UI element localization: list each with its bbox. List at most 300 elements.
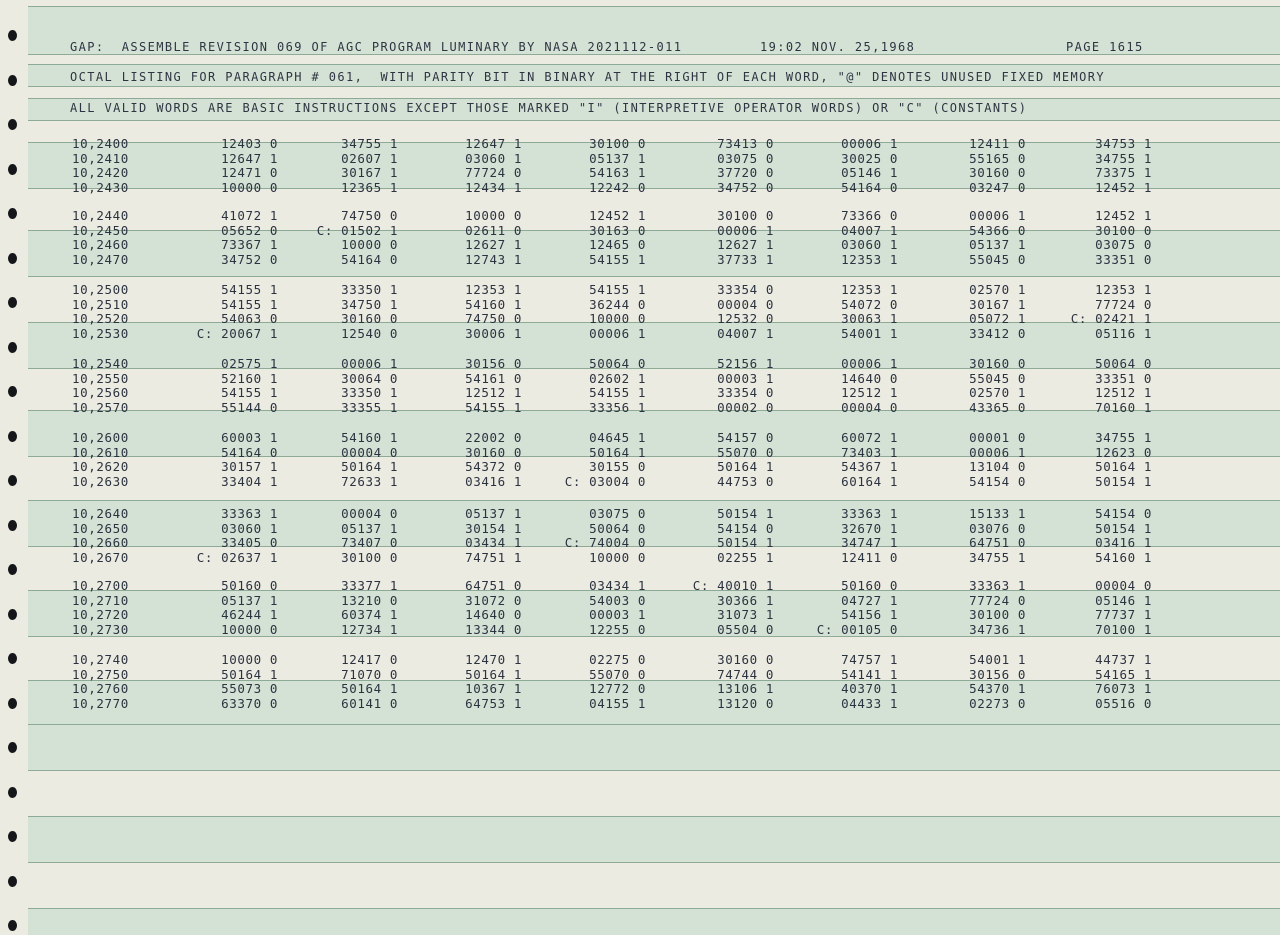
feed-hole bbox=[8, 119, 17, 130]
octal-word: 37733 1 bbox=[717, 252, 774, 268]
listing-row bbox=[0, 506, 1280, 520]
octal-word: 14640 0 bbox=[465, 607, 522, 623]
paper-rule bbox=[28, 724, 1280, 725]
row-address: 10,2510 bbox=[72, 296, 129, 312]
octal-word: 04727 1 bbox=[841, 592, 898, 608]
octal-word: 40370 1 bbox=[841, 681, 898, 697]
octal-word: 30100 0 bbox=[1095, 222, 1152, 238]
octal-word: 54161 0 bbox=[465, 370, 522, 386]
octal-word: 00004 0 bbox=[841, 400, 898, 416]
octal-word: 30160 0 bbox=[717, 652, 774, 667]
octal-word: 12434 1 bbox=[465, 180, 522, 196]
octal-word: 77724 0 bbox=[969, 592, 1026, 608]
row-address: 10,2740 bbox=[72, 652, 129, 667]
octal-word: 77724 0 bbox=[1095, 296, 1152, 312]
row-address: 10,2530 bbox=[72, 326, 129, 342]
octal-word: 54370 1 bbox=[969, 681, 1026, 697]
row-address: 10,2640 bbox=[72, 506, 129, 521]
octal-word: 03075 0 bbox=[1095, 237, 1152, 253]
listing-row bbox=[0, 696, 1280, 710]
listing-row bbox=[0, 326, 1280, 340]
octal-word: 05652 0 bbox=[221, 222, 278, 238]
octal-word: 54164 0 bbox=[341, 252, 398, 268]
listing-row bbox=[0, 223, 1280, 237]
octal-word: 50164 1 bbox=[1095, 459, 1152, 475]
octal-word: 55073 0 bbox=[221, 681, 278, 697]
feed-hole bbox=[8, 742, 17, 753]
octal-word: 10000 0 bbox=[221, 180, 278, 196]
header-line-1: GAP: ASSEMBLE REVISION 069 OF AGC PROGRAM LUMINARY BY NASA 2021112-011 bbox=[70, 40, 683, 54]
octal-word: 33350 1 bbox=[341, 385, 398, 401]
octal-word: 12512 1 bbox=[465, 385, 522, 401]
octal-word: C: 40010 1 bbox=[692, 578, 774, 593]
octal-word: 13210 0 bbox=[341, 592, 398, 608]
octal-word: 54155 1 bbox=[221, 296, 278, 312]
octal-word: 33404 1 bbox=[221, 474, 278, 490]
octal-word: 30100 0 bbox=[969, 607, 1026, 623]
octal-word: 12532 0 bbox=[717, 311, 774, 327]
listing-row bbox=[0, 237, 1280, 251]
octal-word: 30366 1 bbox=[717, 592, 774, 608]
octal-word: 12471 0 bbox=[221, 165, 278, 181]
octal-word: 12417 0 bbox=[341, 652, 398, 667]
listing-row bbox=[0, 371, 1280, 385]
octal-word: C: 02421 1 bbox=[1070, 311, 1152, 327]
octal-word: 00003 1 bbox=[589, 607, 646, 623]
listing-row bbox=[0, 136, 1280, 150]
octal-word: 30156 0 bbox=[465, 356, 522, 371]
row-address: 10,2730 bbox=[72, 622, 129, 638]
octal-word: 12411 0 bbox=[969, 136, 1026, 151]
feed-hole bbox=[8, 342, 17, 353]
octal-word: 33363 1 bbox=[221, 506, 278, 521]
octal-word: 12734 1 bbox=[341, 622, 398, 638]
octal-word: 13106 1 bbox=[717, 681, 774, 697]
octal-word: 54155 1 bbox=[221, 282, 278, 297]
octal-word: 12353 1 bbox=[1095, 282, 1152, 297]
octal-word: 12772 0 bbox=[589, 681, 646, 697]
octal-word: 50154 1 bbox=[1095, 520, 1152, 536]
octal-word: 04645 1 bbox=[589, 430, 646, 445]
row-address: 10,2540 bbox=[72, 356, 129, 371]
octal-word: 33351 0 bbox=[1095, 370, 1152, 386]
octal-word: 54001 1 bbox=[841, 326, 898, 342]
octal-word: 03247 0 bbox=[969, 180, 1026, 196]
octal-word: 30160 0 bbox=[341, 311, 398, 327]
row-address: 10,2550 bbox=[72, 370, 129, 386]
octal-word: 00006 1 bbox=[841, 136, 898, 151]
octal-word: 73407 0 bbox=[341, 535, 398, 551]
header-timestamp: 19:02 NOV. 25,1968 bbox=[760, 40, 916, 54]
feed-hole bbox=[8, 75, 17, 86]
octal-word: 33363 1 bbox=[969, 578, 1026, 593]
octal-word: 34750 1 bbox=[341, 296, 398, 312]
octal-word: 71070 0 bbox=[341, 666, 398, 682]
octal-word: 60072 1 bbox=[841, 430, 898, 445]
octal-word: 12465 0 bbox=[589, 237, 646, 253]
paper-band bbox=[28, 862, 1280, 908]
paper-rule bbox=[28, 98, 1280, 99]
octal-word: 12452 1 bbox=[589, 208, 646, 223]
octal-word: 70100 1 bbox=[1095, 622, 1152, 638]
row-address: 10,2620 bbox=[72, 459, 129, 475]
row-address: 10,2660 bbox=[72, 535, 129, 551]
octal-word: 54155 1 bbox=[589, 282, 646, 297]
paper-rule bbox=[28, 64, 1280, 65]
octal-word: 03416 1 bbox=[465, 474, 522, 490]
octal-word: 74751 1 bbox=[465, 550, 522, 566]
octal-word: 34736 1 bbox=[969, 622, 1026, 638]
octal-word: 54367 1 bbox=[841, 459, 898, 475]
octal-word: 50164 1 bbox=[341, 681, 398, 697]
octal-word: 74750 0 bbox=[465, 311, 522, 327]
paper-rule bbox=[28, 86, 1280, 87]
listing-row bbox=[0, 652, 1280, 666]
octal-word: 00006 1 bbox=[589, 326, 646, 342]
paper-rule bbox=[28, 816, 1280, 817]
row-address: 10,2400 bbox=[72, 136, 129, 151]
listing-row bbox=[0, 385, 1280, 399]
octal-word: 54001 1 bbox=[969, 652, 1026, 667]
octal-word: 37720 0 bbox=[717, 165, 774, 181]
octal-word: 02602 1 bbox=[589, 370, 646, 386]
listing-row bbox=[0, 445, 1280, 459]
octal-word: 54003 0 bbox=[589, 592, 646, 608]
row-address: 10,2720 bbox=[72, 607, 129, 623]
octal-word: 73375 1 bbox=[1095, 165, 1152, 181]
paper-band bbox=[28, 770, 1280, 816]
octal-word: 70160 1 bbox=[1095, 400, 1152, 416]
octal-word: 03075 0 bbox=[717, 150, 774, 166]
octal-word: 33363 1 bbox=[841, 506, 898, 521]
octal-word: 00004 0 bbox=[717, 296, 774, 312]
octal-word: 03060 1 bbox=[221, 520, 278, 536]
octal-word: 77724 0 bbox=[465, 165, 522, 181]
listing-row bbox=[0, 400, 1280, 414]
octal-word: 05146 1 bbox=[841, 165, 898, 181]
row-address: 10,2570 bbox=[72, 400, 129, 416]
octal-word: 54155 1 bbox=[589, 252, 646, 268]
octal-word: 55070 0 bbox=[717, 444, 774, 460]
header-line-3: ALL VALID WORDS ARE BASIC INSTRUCTIONS EXCEPT THOSE MARKED "I" (INTERPRETIVE OPERATOR WORDS) OR "C" (CONSTANTS) bbox=[70, 101, 1028, 115]
row-address: 10,2600 bbox=[72, 430, 129, 445]
octal-word: 41072 1 bbox=[221, 208, 278, 223]
octal-word: 52156 1 bbox=[717, 356, 774, 371]
octal-word: 74744 0 bbox=[717, 666, 774, 682]
row-address: 10,2670 bbox=[72, 550, 129, 566]
octal-word: 73403 1 bbox=[841, 444, 898, 460]
octal-word: 52160 1 bbox=[221, 370, 278, 386]
octal-word: 00006 1 bbox=[341, 356, 398, 371]
paper-rule bbox=[28, 862, 1280, 863]
octal-word: 55144 0 bbox=[221, 400, 278, 416]
octal-word: 04007 1 bbox=[841, 222, 898, 238]
listing-row bbox=[0, 622, 1280, 636]
row-address: 10,2760 bbox=[72, 681, 129, 697]
row-address: 10,2700 bbox=[72, 578, 129, 593]
paper-band bbox=[28, 86, 1280, 98]
octal-word: 30157 1 bbox=[221, 459, 278, 475]
feed-hole bbox=[8, 30, 17, 41]
paper-rule bbox=[28, 54, 1280, 55]
octal-word: 03075 0 bbox=[589, 506, 646, 521]
row-address: 10,2710 bbox=[72, 592, 129, 608]
octal-word: 72633 1 bbox=[341, 474, 398, 490]
octal-word: 54160 1 bbox=[1095, 550, 1152, 566]
octal-word: 73367 1 bbox=[221, 237, 278, 253]
octal-word: 30006 1 bbox=[465, 326, 522, 342]
octal-word: 10000 0 bbox=[221, 652, 278, 667]
octal-word: 05516 0 bbox=[1095, 696, 1152, 712]
octal-word: 10000 0 bbox=[341, 237, 398, 253]
octal-word: 54372 0 bbox=[465, 459, 522, 475]
listing-row bbox=[0, 550, 1280, 564]
octal-word: 05072 1 bbox=[969, 311, 1026, 327]
octal-word: 54156 1 bbox=[841, 607, 898, 623]
octal-word: 12743 1 bbox=[465, 252, 522, 268]
row-address: 10,2440 bbox=[72, 208, 129, 223]
listing-row bbox=[0, 297, 1280, 311]
octal-word: 50154 1 bbox=[1095, 474, 1152, 490]
octal-word: 33405 0 bbox=[221, 535, 278, 551]
row-address: 10,2460 bbox=[72, 237, 129, 253]
octal-word: 04433 1 bbox=[841, 696, 898, 712]
octal-word: 54155 1 bbox=[589, 385, 646, 401]
octal-word: C: 03004 0 bbox=[564, 474, 646, 490]
octal-word: 54063 0 bbox=[221, 311, 278, 327]
octal-word: 12647 1 bbox=[221, 150, 278, 166]
octal-word: 60374 1 bbox=[341, 607, 398, 623]
octal-word: 33354 0 bbox=[717, 282, 774, 297]
octal-word: 13104 0 bbox=[969, 459, 1026, 475]
octal-word: 33356 1 bbox=[589, 400, 646, 416]
octal-word: 50164 1 bbox=[589, 444, 646, 460]
feed-hole bbox=[8, 920, 17, 931]
octal-word: 60141 0 bbox=[341, 696, 398, 712]
listing-row bbox=[0, 151, 1280, 165]
feed-hole bbox=[8, 564, 17, 575]
row-address: 10,2500 bbox=[72, 282, 129, 297]
octal-word: 12353 1 bbox=[465, 282, 522, 297]
octal-word: 54163 1 bbox=[589, 165, 646, 181]
octal-word: 46244 1 bbox=[221, 607, 278, 623]
octal-word: 50164 1 bbox=[221, 666, 278, 682]
octal-word: 55045 0 bbox=[969, 252, 1026, 268]
octal-word: 12452 1 bbox=[1095, 180, 1152, 196]
listing-row bbox=[0, 681, 1280, 695]
listing-row bbox=[0, 252, 1280, 266]
octal-word: 30100 0 bbox=[589, 136, 646, 151]
listing-row bbox=[0, 180, 1280, 194]
octal-word: 60164 1 bbox=[841, 474, 898, 490]
octal-word: 30156 0 bbox=[969, 666, 1026, 682]
feed-hole bbox=[8, 876, 17, 887]
octal-word: 54164 0 bbox=[221, 444, 278, 460]
octal-word: 34747 1 bbox=[841, 535, 898, 551]
octal-word: C: 20067 1 bbox=[196, 326, 278, 342]
octal-word: 31072 0 bbox=[465, 592, 522, 608]
paper-band bbox=[28, 724, 1280, 770]
octal-word: 34755 1 bbox=[1095, 430, 1152, 445]
octal-word: 54141 1 bbox=[841, 666, 898, 682]
listing-row bbox=[0, 459, 1280, 473]
octal-word: 00004 0 bbox=[341, 506, 398, 521]
octal-word: 34755 1 bbox=[969, 550, 1026, 566]
octal-word: 05137 1 bbox=[341, 520, 398, 536]
octal-word: 36244 0 bbox=[589, 296, 646, 312]
octal-word: 12540 0 bbox=[341, 326, 398, 342]
row-address: 10,2650 bbox=[72, 520, 129, 536]
octal-word: 44737 1 bbox=[1095, 652, 1152, 667]
octal-word: C: 01502 1 bbox=[316, 222, 398, 238]
octal-word: 34753 1 bbox=[1095, 136, 1152, 151]
octal-word: 04007 1 bbox=[717, 326, 774, 342]
octal-word: 30167 1 bbox=[969, 296, 1026, 312]
octal-word: 00002 0 bbox=[717, 400, 774, 416]
octal-word: 54164 0 bbox=[841, 180, 898, 196]
octal-word: 12411 0 bbox=[841, 550, 898, 566]
octal-word: 05504 0 bbox=[717, 622, 774, 638]
octal-word: 34752 0 bbox=[717, 180, 774, 196]
octal-word: 30155 0 bbox=[589, 459, 646, 475]
row-address: 10,2560 bbox=[72, 385, 129, 401]
octal-word: 02607 1 bbox=[341, 150, 398, 166]
octal-word: 33412 0 bbox=[969, 326, 1026, 342]
octal-word: 00003 1 bbox=[717, 370, 774, 386]
octal-word: 00006 1 bbox=[717, 222, 774, 238]
octal-word: 34755 1 bbox=[341, 136, 398, 151]
row-address: 10,2610 bbox=[72, 444, 129, 460]
octal-word: 76073 1 bbox=[1095, 681, 1152, 697]
octal-word: 10367 1 bbox=[465, 681, 522, 697]
octal-word: 54154 0 bbox=[717, 520, 774, 536]
octal-word: 12627 1 bbox=[465, 237, 522, 253]
octal-word: C: 02637 1 bbox=[196, 550, 278, 566]
octal-word: 15133 1 bbox=[969, 506, 1026, 521]
octal-word: 02570 1 bbox=[969, 282, 1026, 297]
feed-hole bbox=[8, 787, 17, 798]
octal-word: 00006 1 bbox=[969, 208, 1026, 223]
listing-row bbox=[0, 208, 1280, 222]
octal-word: 33377 1 bbox=[341, 578, 398, 593]
octal-word: 43365 0 bbox=[969, 400, 1026, 416]
octal-word: 55045 0 bbox=[969, 370, 1026, 386]
octal-word: 54366 0 bbox=[969, 222, 1026, 238]
octal-word: 54157 0 bbox=[717, 430, 774, 445]
octal-word: 50064 0 bbox=[589, 356, 646, 371]
octal-word: 64753 1 bbox=[465, 696, 522, 712]
octal-word: 54154 0 bbox=[969, 474, 1026, 490]
octal-word: 05146 1 bbox=[1095, 592, 1152, 608]
listing-row bbox=[0, 521, 1280, 535]
octal-word: 00004 0 bbox=[1095, 578, 1152, 593]
octal-word: 64751 0 bbox=[465, 578, 522, 593]
octal-word: 50160 0 bbox=[221, 578, 278, 593]
paper-rule bbox=[28, 908, 1280, 909]
octal-word: 00006 1 bbox=[969, 444, 1026, 460]
listing-row bbox=[0, 535, 1280, 549]
octal-word: 30100 0 bbox=[717, 208, 774, 223]
octal-word: 02570 1 bbox=[969, 385, 1026, 401]
paper-rule bbox=[28, 120, 1280, 121]
row-address: 10,2420 bbox=[72, 165, 129, 181]
octal-word: 22002 0 bbox=[465, 430, 522, 445]
listing-row bbox=[0, 578, 1280, 592]
octal-word: 60003 1 bbox=[221, 430, 278, 445]
octal-word: 73366 0 bbox=[841, 208, 898, 223]
row-address: 10,2450 bbox=[72, 222, 129, 238]
octal-word: 12623 0 bbox=[1095, 444, 1152, 460]
octal-word: 50064 0 bbox=[1095, 356, 1152, 371]
octal-word: 03076 0 bbox=[969, 520, 1026, 536]
octal-word: 12512 1 bbox=[841, 385, 898, 401]
octal-word: 03060 1 bbox=[465, 150, 522, 166]
octal-word: 00001 0 bbox=[969, 430, 1026, 445]
octal-word: 12647 1 bbox=[465, 136, 522, 151]
octal-word: 00004 0 bbox=[341, 444, 398, 460]
octal-word: 50164 1 bbox=[341, 459, 398, 475]
header-line-2: OCTAL LISTING FOR PARAGRAPH # 061, WITH PARITY BIT IN BINARY AT THE RIGHT OF EACH WORD, "@" DENOTES UNUSED FIXED MEMORY bbox=[70, 70, 1105, 84]
listing-row bbox=[0, 311, 1280, 325]
octal-word: 50064 0 bbox=[589, 520, 646, 536]
octal-word: 32670 1 bbox=[841, 520, 898, 536]
octal-word: 30160 0 bbox=[465, 444, 522, 460]
octal-word: 12365 1 bbox=[341, 180, 398, 196]
octal-word: 05137 1 bbox=[969, 237, 1026, 253]
paper-band bbox=[28, 908, 1280, 935]
octal-word: 55165 0 bbox=[969, 150, 1026, 166]
octal-word: 12452 1 bbox=[1095, 208, 1152, 223]
octal-word: 74757 1 bbox=[841, 652, 898, 667]
row-address: 10,2750 bbox=[72, 666, 129, 682]
octal-word: 12353 1 bbox=[841, 252, 898, 268]
octal-word: 03416 1 bbox=[1095, 535, 1152, 551]
row-address: 10,2410 bbox=[72, 150, 129, 166]
octal-word: 03434 1 bbox=[465, 535, 522, 551]
paper-rule bbox=[28, 276, 1280, 277]
octal-word: 34752 0 bbox=[221, 252, 278, 268]
row-address: 10,2520 bbox=[72, 311, 129, 327]
octal-word: 12242 0 bbox=[589, 180, 646, 196]
row-address: 10,2630 bbox=[72, 474, 129, 490]
octal-word: 30154 1 bbox=[465, 520, 522, 536]
octal-word: 74750 0 bbox=[341, 208, 398, 223]
row-address: 10,2470 bbox=[72, 252, 129, 268]
octal-word: 54072 0 bbox=[841, 296, 898, 312]
octal-word: 05137 1 bbox=[221, 592, 278, 608]
listing-row bbox=[0, 430, 1280, 444]
octal-word: 33351 0 bbox=[1095, 252, 1152, 268]
octal-word: 30163 0 bbox=[589, 222, 646, 238]
octal-word: 54165 1 bbox=[1095, 666, 1152, 682]
octal-word: 03434 1 bbox=[589, 578, 646, 593]
octal-word: 50154 1 bbox=[717, 535, 774, 551]
octal-word: 02575 1 bbox=[221, 356, 278, 371]
paper-rule bbox=[28, 500, 1280, 501]
octal-word: 50154 1 bbox=[717, 506, 774, 521]
octal-word: 33354 0 bbox=[717, 385, 774, 401]
paper-band bbox=[28, 816, 1280, 862]
octal-word: 30167 1 bbox=[341, 165, 398, 181]
paper-rule bbox=[28, 636, 1280, 637]
octal-word: 10000 0 bbox=[589, 550, 646, 566]
listing-row bbox=[0, 593, 1280, 607]
octal-word: 12353 1 bbox=[841, 282, 898, 297]
octal-word: 54160 1 bbox=[341, 430, 398, 445]
octal-word: 64751 0 bbox=[969, 535, 1026, 551]
octal-word: 10000 0 bbox=[221, 622, 278, 638]
octal-word: 02255 1 bbox=[717, 550, 774, 566]
